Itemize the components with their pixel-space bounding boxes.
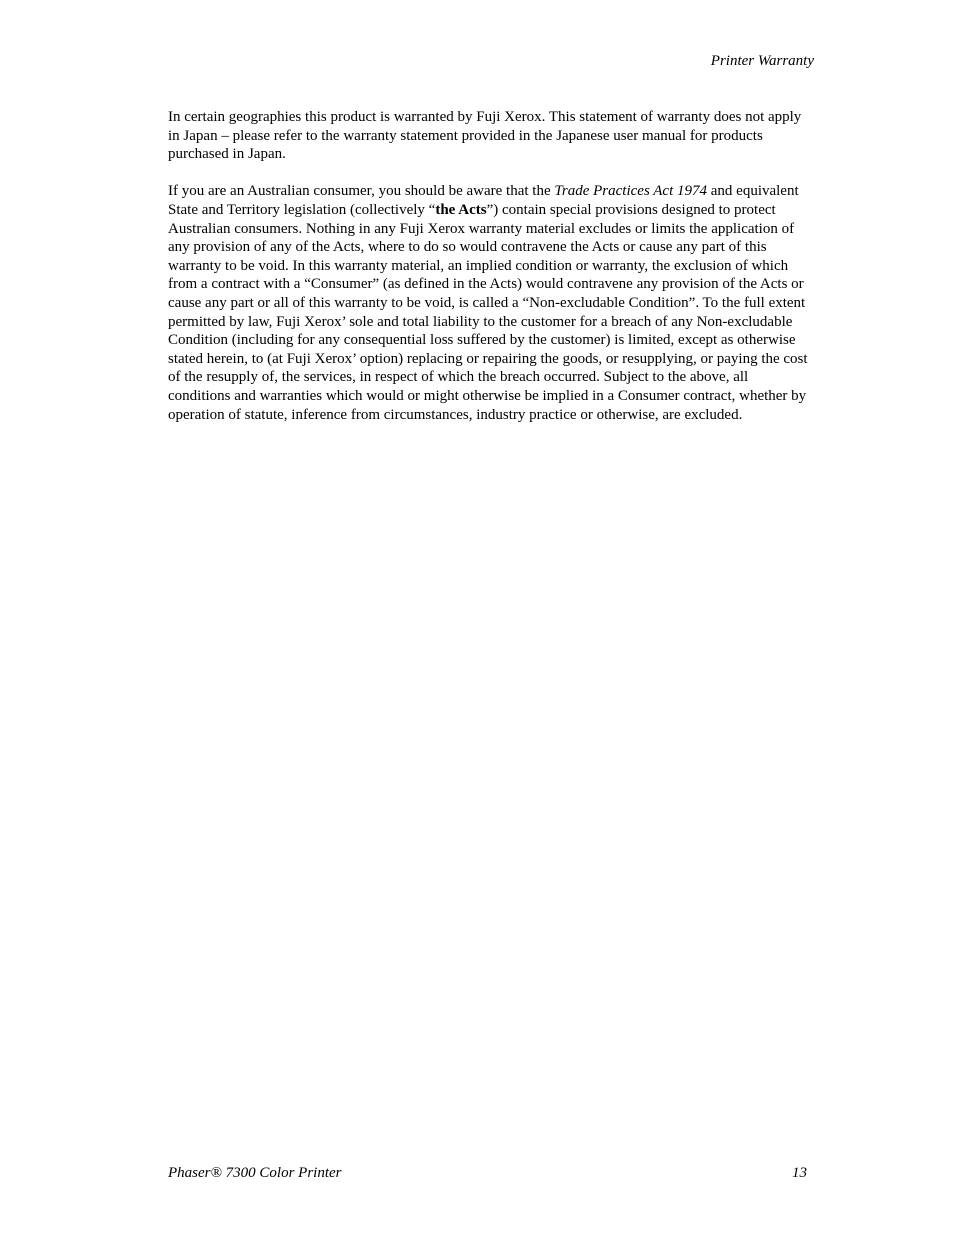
- paragraph-fuji-xerox-warranty: In certain geographies this product is warranted by Fuji Xerox. This statement of warranty does not apply in Japan – please refer to the warranty statement provided in the Japanese user manual for products purchased in Japan.: [168, 109, 802, 163]
- footer-product-name: Phaser® 7300 Color Printer: [168, 1165, 342, 1181]
- footer-page-number: 13: [792, 1165, 807, 1181]
- defined-term: the Acts: [435, 201, 487, 218]
- body-text: [168, 108, 814, 443]
- act-name: Trade Practices Act 1974: [554, 183, 707, 200]
- paragraph-australian-consumer: [168, 182, 814, 424]
- paragraph-text-part: and equivalent State and Territory legislation (collectively “: [168, 183, 799, 218]
- running-header: Printer Warranty: [710, 53, 814, 69]
- paragraph-text-part: If you are an Australian consumer, you should be aware that the: [168, 183, 555, 200]
- paragraph-text-part: ”) contain special provisions designed to protect Australian consumers. Nothing in any Fuji Xerox warranty material excludes or limits the application of any provision of any of the Acts, where to do so would contravene the Acts or cause any part of this warranty to be void. In this warranty material, an implied condition or warranty, the exclusion of which from a contract with a “Consumer” (as defined in the Acts) would contravene any provision of the Acts or cause any part or all of this warranty to be void, is called a “Non-excludable Condition”. To the full extent permitted by law, Fuji Xerox’ sole and total liability to the customer for a breach of any Non-excludable Condition (including for any consequential loss suffered by the customer) is limited, except as otherwise stated herein, to (at Fuji Xerox’ option) replacing or repairing the goods, or resupplying, or paying the cost of the resupply of, the services, in respect of which the breach occurred. Subject to the above, all conditions and warranties which would or might otherwise be implied in a Consumer contract, whether by operation of statute, inference from circumstances, industry practice or otherwise, are excluded.: [168, 201, 808, 423]
